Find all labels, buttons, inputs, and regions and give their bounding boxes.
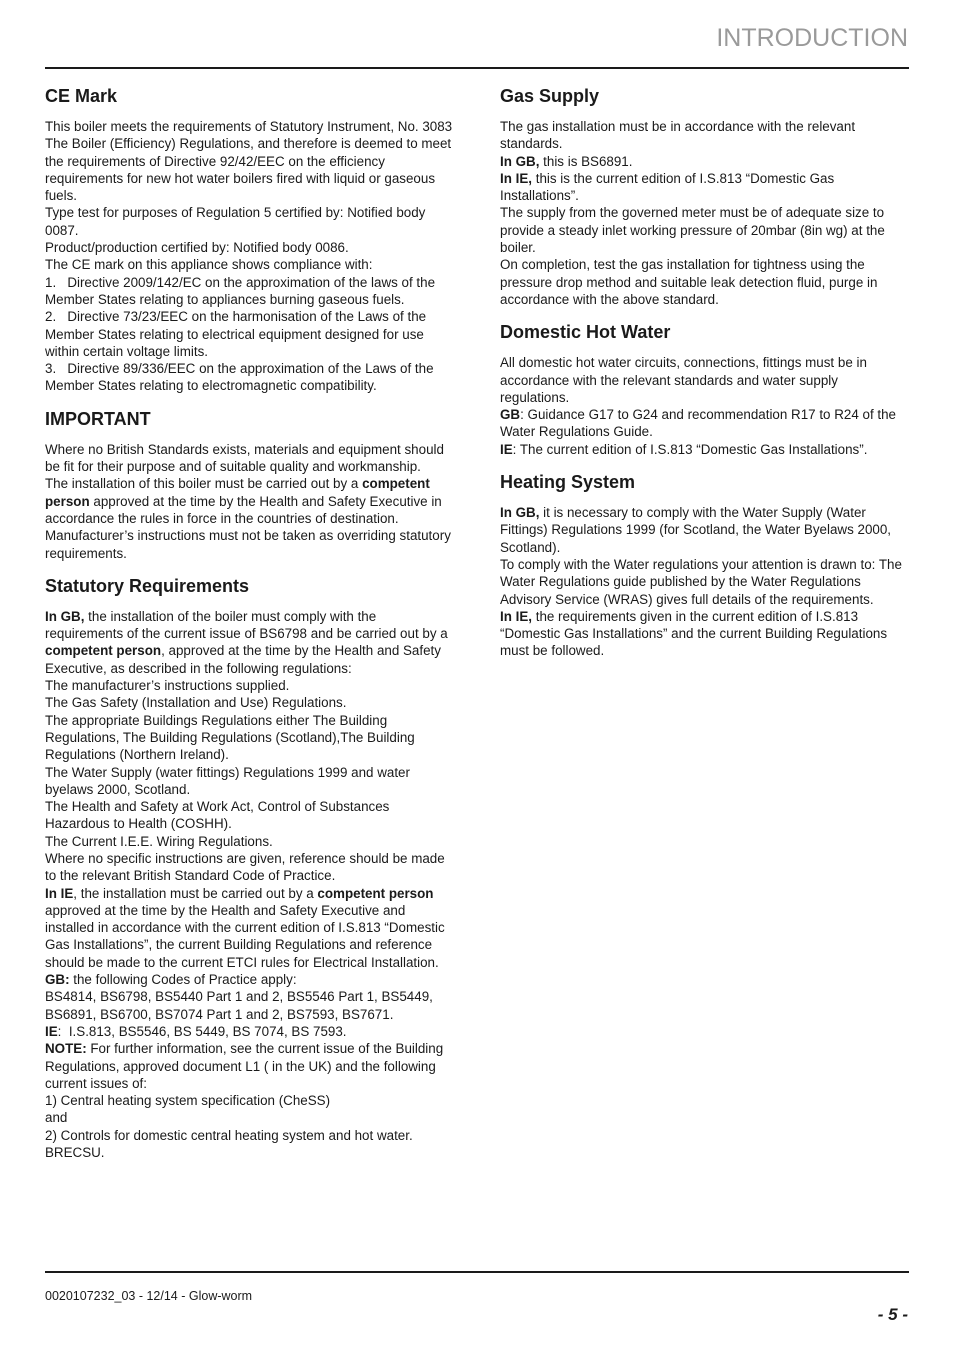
text-run: it is necessary to comply with the Water Supply (Water Fittings) Regulations 1999 (for Scotland, the Water Byelaws 2000, Scotland). [500,505,892,555]
paragraph: The manufacturer’s instructions supplied. [45,678,290,694]
bold-text: In GB, [45,608,85,624]
paragraph [500,441,910,458]
paragraph [45,885,455,971]
right-column [500,84,910,672]
paragraph: To comply with the Water regulations your attention is drawn to: The Water Regulations guide published by the Water Regulations Advisory Service (WRAS) gives full details of the requirements. [500,556,902,607]
text-run: the installation of the boiler must comply with the requirements of the current issue of BS6798 and be carried out by a [45,608,448,642]
paragraph [45,475,455,527]
paragraph: and [45,1110,68,1126]
text-run: this is the current edition of I.S.813 “Domestic Gas Installations”. [500,170,835,204]
bold-text: In GB, [500,153,540,169]
list-item: 1. Directive 2009/142/EC on the approximation of the laws of the Member States relating to appliances burning gaseous fuels. [45,274,436,307]
paragraph: Manufacturer’s instructions must not be taken as overriding statutory requirements. [45,528,451,561]
section-heating-system [500,470,910,660]
paragraph: The Health and Safety at Work Act, Control of Substances Hazardous to Health (COSHH). [45,799,390,832]
text-run: approved at the time by the Health and Safety Executive and installed in accordance with the current edition of I.S.813 “Domestic Gas Installations”, the current Building Regulations and reference should be made to the current ETCI rules for Electrical Installation. [45,902,445,970]
page-number: - 5 - [877,1305,908,1324]
section-ce-mark [45,84,455,395]
bold-text: GB: [45,972,70,988]
section-important [45,407,455,562]
text-run: the following Codes of Practice apply: [69,972,297,988]
text-run: : The current edition of I.S.813 “Domestic Gas Installations”. [512,441,868,457]
text-run: : Guidance G17 to G24 and recommendation R17 to R24 of the Water Regulations Guide. [500,407,897,440]
bold-text: In GB, [500,505,540,521]
paragraph: This boiler meets the requirements of Statutory Instrument, No. 3083 The Boiler (Efficiency) Regulations, and therefore is deemed to meet the requirements of Directive 92/42/EEC on the efficiency requirements for new hot water boilers fired with liquid or gaseous fuels. [45,119,453,204]
heading-ce-mark: CE Mark [45,86,118,106]
paragraph: 2) Controls for domestic central heating system and hot water. BRECSU. [45,1127,413,1161]
section-statutory-requirements [45,574,455,1162]
paragraph [500,608,910,660]
paragraph: The appropriate Buildings Regulations either The Building Regulations, The Building Regulations (Scotland),The Building Regulations (Northern Ireland). [45,712,415,763]
paragraph: All domestic hot water circuits, connections, fittings must be in accordance with the relevant standards and water supply regulations. [500,355,867,405]
header-rule [45,67,909,69]
bold-text: IE [500,441,513,457]
paragraph: The gas installation must be in accordance with the relevant standards. [500,119,856,152]
paragraph [500,406,910,441]
list-item: 2. Directive 73/23/EEC on the harmonisation of the Laws of the Member States relating to electrical equipment designed for use within certain voltage limits. [45,309,427,359]
paragraph: Product/production certified by: Notified body 0086. [45,240,349,256]
paragraph: The supply from the governed meter must be of adequate size to provide a steady inlet working pressure of 20mbar (8in wg) at the boiler. [500,205,885,256]
paragraph: Type test for purposes of Regulation 5 certified by: Notified body 0087. [45,205,426,238]
text-run: , approved at the time by the Health and Safety Executive, as described in the following regulations: [45,643,441,676]
paragraph: Where no specific instructions are given, reference should be made to the relevant British Standard Code of Practice. [45,850,445,884]
text-run: The installation of this boiler must be carried out by a [45,476,363,492]
bold-text: competent person [317,885,434,901]
list-item: 3. Directive 89/336/EEC on the approximation of the Laws of the Member States relating to electromagnetic compatibility. [45,361,434,394]
bold-text: NOTE: [45,1041,87,1057]
document-code: 0020107232_03 - 12/14 - Glow-worm [45,1289,253,1303]
bold-text: competent person [45,643,162,659]
paragraph: On completion, test the gas installation for tightness using the pressure drop method and suitable leak detection fluid, purge in accordance with the above standard. [500,257,878,307]
footer-rule [45,1271,909,1273]
heading-important: IMPORTANT [45,408,151,429]
heading-domestic-hot-water: Domestic Hot Water [500,322,671,343]
text-run: this is BS6891. [539,153,633,169]
text-run: approved at the time by the Health and Safety Executive in accordance the rules in force in the countries of destination. [45,493,442,526]
heading-heating-system: Heating System [500,472,636,493]
paragraph: The Water Supply (water fittings) Regulations 1999 and water byelaws 2000, Scotland. [45,764,410,797]
text-run: : I.S.813, BS5546, BS 5449, BS 7074, BS 7593. [57,1023,347,1039]
paragraph [500,153,910,170]
bold-text: IE [45,1023,58,1039]
text-run: For further information, see the current issue of the Building Regulations, approved document L1 ( in the UK) and the following current issues of: [45,1041,444,1091]
bold-text: GB [500,407,521,423]
text-run: the requirements given in the current edition of I.S.813 “Domestic Gas Installations” and the current Building Regulations must be followed. [500,608,888,659]
left-column [45,84,455,1173]
heading-gas-supply: Gas Supply [500,86,600,106]
paragraph [45,608,455,677]
page-header-title: INTRODUCTION [716,24,908,52]
paragraph: Where no British Standards exists, materials and equipment should be fit for their purpose and of suitable quality and workmanship. [45,441,444,475]
bold-text: In IE [45,885,74,901]
text-run: , the installation must be carried out by a [73,885,318,901]
paragraph: The CE mark on this appliance shows compliance with: [45,257,373,273]
section-domestic-hot-water [500,320,910,458]
paragraph [500,170,910,205]
paragraph [45,971,455,988]
section-gas-supply [500,84,910,308]
bold-text: In IE, [500,608,532,624]
paragraph: The Current I.E.E. Wiring Regulations. [45,833,273,849]
paragraph [45,1040,455,1092]
heading-statutory-requirements: Statutory Requirements [45,575,250,596]
bold-text: In IE, [500,170,532,186]
bold-text: competent person [45,476,430,509]
paragraph: 1) Central heating system specification (CheSS) [45,1093,331,1109]
paragraph: The Gas Safety (Installation and Use) Regulations. [45,695,347,711]
paragraph [45,1023,455,1040]
paragraph: BS4814, BS6798, BS5440 Part 1 and 2, BS5546 Part 1, BS5449, BS6891, BS6700, BS7074 Part 1 and 2, BS7593, BS7671. [45,989,433,1022]
paragraph [500,504,910,556]
